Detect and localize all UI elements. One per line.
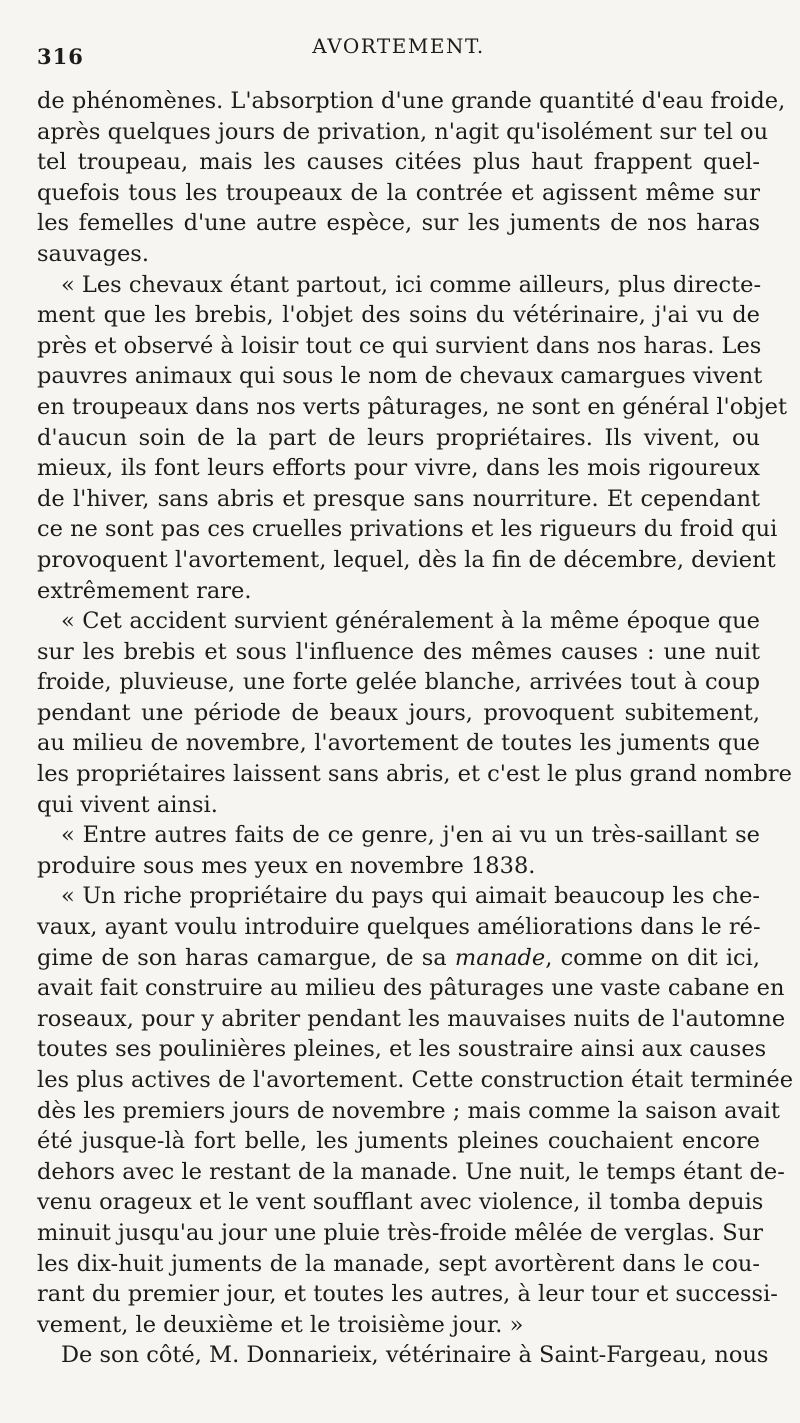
- text-line: quefois tous les troupeaux de la contrée et agissent même sur: [37, 179, 760, 206]
- text-line: qui vivent ainsi.: [37, 791, 218, 818]
- text-line: près et observé à loisir tout ce qui survient dans nos haras. Les: [37, 332, 762, 359]
- running-head: [37, 30, 760, 86]
- text-line: « Un riche propriétaire du pays qui aimait beaucoup les che-: [61, 883, 760, 910]
- text-line: [37, 943, 760, 974]
- text-line: vaux, ayant voulu introduire quelques améliorations dans le ré-: [37, 914, 761, 941]
- text-line: d'aucun soin de la part de leurs propriétaires. Ils vivent, ou: [37, 424, 760, 451]
- body-text: [37, 86, 794, 1371]
- text-line: froide, pluvieuse, une forte gelée blanche, arrivées tout à coup: [37, 669, 760, 696]
- text-line: après quelques jours de privation, n'agit qu'isolément sur tel ou: [37, 118, 769, 145]
- running-title: AVORTEMENT.: [312, 34, 485, 58]
- text-line: toutes ses poulinières pleines, et les soustraire ainsi aux causes: [37, 1036, 767, 1063]
- text-line: « Entre autres faits de ce genre, j'en ai vu un très-saillant se: [61, 822, 760, 849]
- text-line: venu orageux et le vent soufflant avec violence, il tomba depuis: [37, 1189, 764, 1216]
- text-line: « Cet accident survient généralement à la même époque que: [61, 608, 760, 635]
- text-line: mieux, ils font leurs efforts pour vivre, dans les mois rigoureux: [37, 455, 760, 482]
- text-line: les dix-huit juments de la manade, sept avortèrent dans le cou-: [37, 1250, 760, 1277]
- text-line: roseaux, pour y abriter pendant les mauvaises nuits de l'automne: [37, 1005, 786, 1032]
- text-line: produire sous mes yeux en novembre 1838.: [37, 852, 536, 879]
- text-line: sur les brebis et sous l'influence des mêmes causes : une nuit: [37, 638, 760, 665]
- text-line: de phénomènes. L'absorption d'une grande quantité d'eau froide,: [37, 88, 786, 114]
- text-line: provoquent l'avortement, lequel, dès la fin de décembre, devient: [37, 546, 776, 573]
- text-line: vement, le deuxième et le troisième jour. »: [37, 1311, 524, 1338]
- text-line: extrêmement rare.: [37, 577, 252, 604]
- text-line: ment que les brebis, l'objet des soins du vétérinaire, j'ai vu de: [37, 302, 760, 329]
- text-line: rant du premier jour, et toutes les autres, à leur tour et successi-: [37, 1281, 778, 1308]
- text-line: les propriétaires laissent sans abris, et c'est le plus grand nombre: [37, 761, 792, 788]
- italic-term: manade: [454, 944, 546, 971]
- text-line: minuit jusqu'au jour une pluie très-froide mêlée de verglas. Sur: [37, 1219, 763, 1246]
- text-line: les femelles d'une autre espèce, sur les juments de nos haras: [37, 210, 760, 237]
- text-line: De son côté, M. Donnarieix, vétérinaire à Saint-Fargeau, nous: [61, 1342, 769, 1369]
- text-line: les plus actives de l'avortement. Cette construction était terminée: [37, 1067, 794, 1093]
- text-line: pauvres animaux qui sous le nom de chevaux camargues vivent: [37, 363, 763, 390]
- page-number: 316: [37, 44, 84, 69]
- text-line: dès les premiers jours de novembre ; mais comme la saison avait: [37, 1097, 780, 1124]
- text-line: en troupeaux dans nos verts pâturages, ne sont en général l'objet: [37, 393, 788, 420]
- text-line: « Les chevaux étant partout, ici comme ailleurs, plus directe-: [61, 271, 762, 298]
- text-line: pendant une période de beaux jours, provoquent subitement,: [37, 699, 760, 726]
- text-line: de l'hiver, sans abris et presque sans nourriture. Et cependant: [37, 485, 760, 512]
- text-line: dehors avec le restant de la manade. Une nuit, le temps étant de-: [37, 1158, 785, 1185]
- text-line: ce ne sont pas ces cruelles privations et les rigueurs du froid qui: [37, 516, 778, 543]
- text-line: tel troupeau, mais les causes citées plus haut frappent quel-: [37, 149, 760, 176]
- text-line: sauvages.: [37, 240, 149, 267]
- text-line: au milieu de novembre, l'avortement de toutes les juments que: [37, 730, 760, 757]
- text-fragment: gime de son haras camargue, de sa: [37, 944, 455, 971]
- text-line: été jusque-là fort belle, les juments pleines couchaient encore: [37, 1128, 760, 1155]
- text-fragment: , comme on dit ici,: [545, 944, 761, 971]
- text-line: avait fait construire au milieu des pâturages une vaste cabane en: [37, 975, 785, 1002]
